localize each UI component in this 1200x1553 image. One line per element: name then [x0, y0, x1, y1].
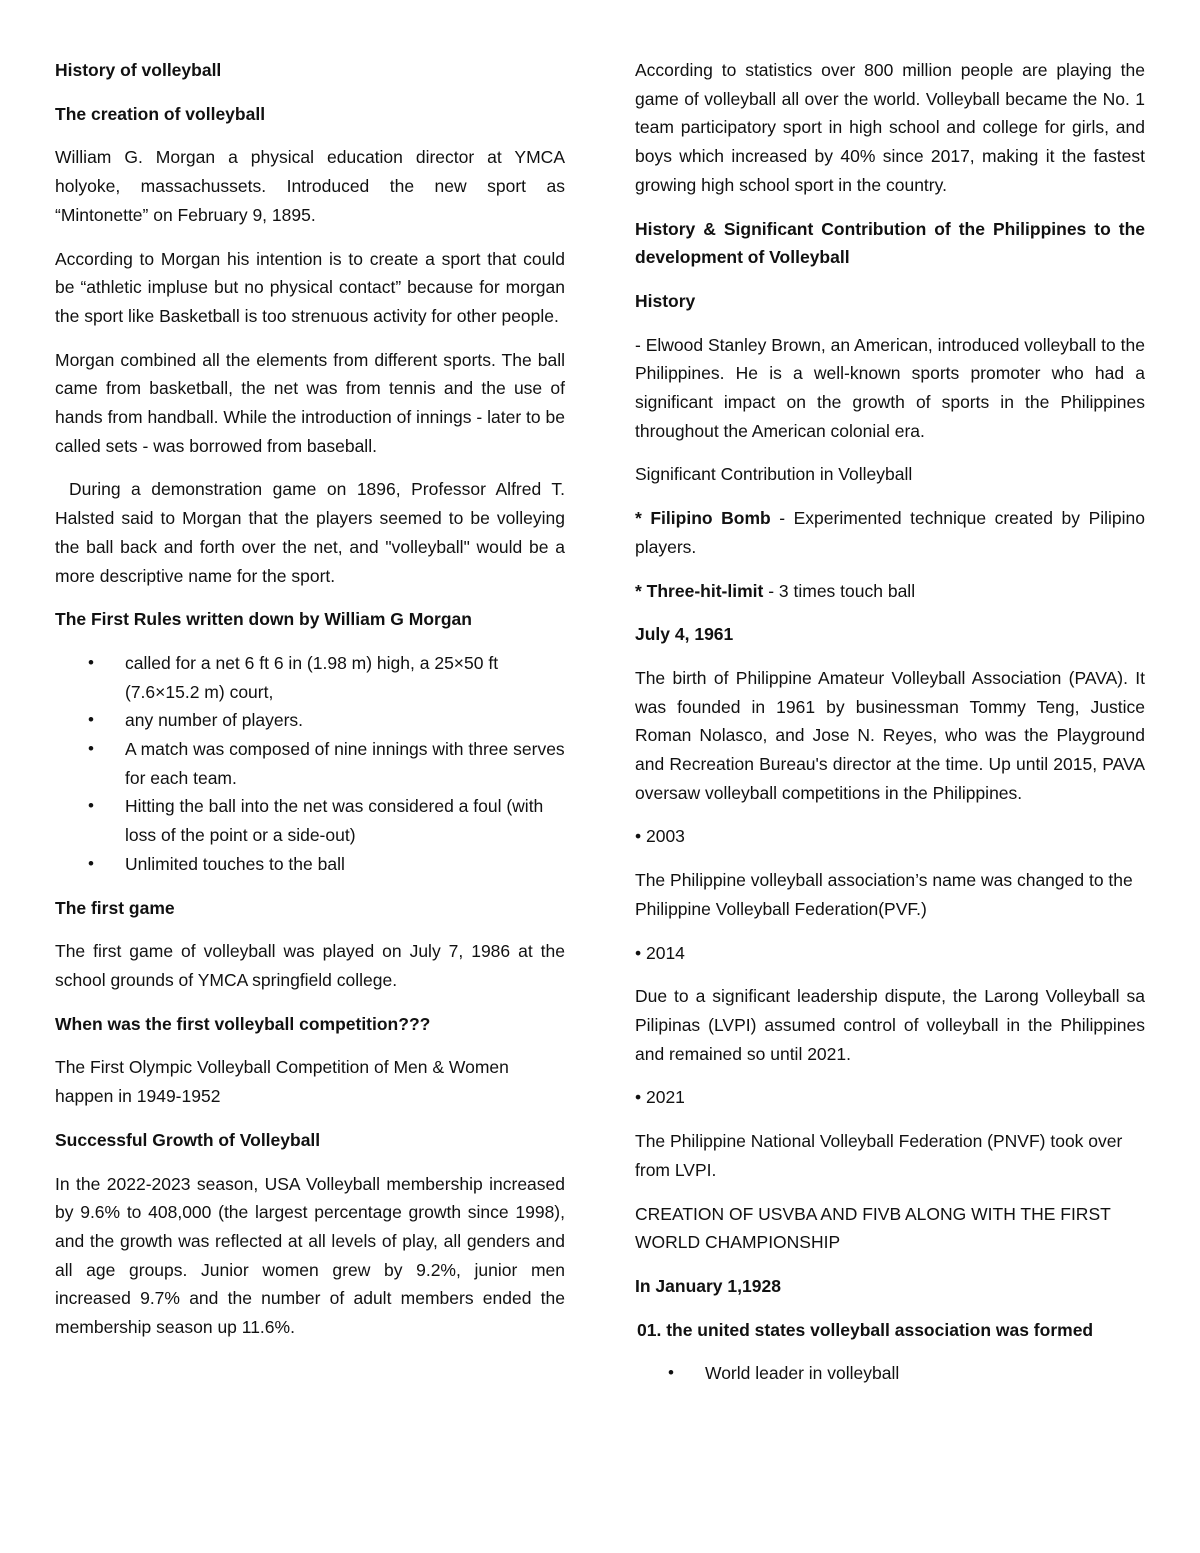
section-heading-first-rules: The First Rules written down by William G Morgan — [55, 609, 472, 630]
date-heading-1961: July 4, 1961 — [635, 624, 734, 645]
rules-list — [55, 649, 565, 879]
paragraph-first-game: The first game of volleyball was played on July 7, 1986 at the school grounds of YMCA springfield college. — [55, 941, 565, 990]
rules-list-item: • Unlimited touches to the ball — [55, 850, 565, 879]
paragraph-morgan-intro: William G. Morgan a physical education director at YMCA holyoke, massachussets. Introduced the new sport as “Mintonette” on February 9, 1895. — [55, 147, 565, 225]
rules-list-item: • Hitting the ball into the net was considered a foul (with loss of the point or a side-out) — [55, 792, 565, 849]
section-heading-first-competition: When was the first volleyball competition??? — [55, 1013, 431, 1034]
rules-list-item: • A match was composed of nine innings with three serves for each team. — [55, 735, 565, 792]
usva-formed-heading: 01. the united states volleyball association was formed — [637, 1319, 1094, 1340]
contribution-three-hit-limit — [635, 577, 1145, 606]
usva-list-item: • World leader in volleyball — [635, 1359, 1145, 1388]
section-heading-contribution: Significant Contribution in Volleyball — [635, 464, 913, 485]
year-marker-2014: • 2014 — [635, 942, 685, 963]
contribution-term: * Filipino Bomb — [635, 508, 771, 529]
paragraph-morgan-intention: According to Morgan his intention is to create a sport that could be “athletic impluse but no physical contact” because for morgan the sport like Basketball is too strenuous activity for other people. — [55, 248, 565, 326]
paragraph-combined-elements: Morgan combined all the elements from different sports. The ball came from basketball, the net was from tennis and the use of hands from handball. While the introduction of innings - later to be called sets - was borrowed from baseball. — [55, 349, 565, 456]
year-marker-2003: • 2003 — [635, 826, 685, 847]
right-column — [635, 56, 1145, 1403]
contribution-description: - 3 times touch ball — [763, 580, 916, 601]
left-column — [55, 56, 565, 1354]
contribution-term: * Three-hit-limit — [635, 580, 764, 601]
paragraph-pava: The birth of Philippine Amateur Volleyball Association (PAVA). It was founded in 1961 by businessman Tommy Teng, Justice Roman Nolasco, and Jose N. Reyes, who was the Playground and Recreation Bureau's director at the time. Up until 2015, PAVA oversaw volleyball competitions in the Philippines. — [635, 667, 1145, 803]
paragraph-elwood-brown: - Elwood Stanley Brown, an American, introduced volleyball to the Philippines. He is a well-known sports promoter who had a significant impact on the growth of sports in the Philippines throughout the American colonial era. — [635, 334, 1145, 441]
section-heading-creation: The creation of volleyball — [55, 103, 266, 124]
section-heading-growth: Successful Growth of Volleyball — [55, 1129, 321, 1150]
contribution-description: - Experimented technique created by Pilipino players. — [635, 508, 1145, 557]
section-heading-history: History — [635, 290, 696, 311]
paragraph-statistics: According to statistics over 800 million people are playing the game of volleyball all over the world. Volleyball became the No. 1 team participatory sport in high school and college for girls, and boys which increased by 40% since 2017, making it the fastest growing high school sport in the country. — [635, 60, 1145, 195]
rules-list-item: • any number of players. — [55, 706, 565, 735]
paragraph-2003: The Philippine volleyball association’s name was changed to the Philippine Volleyball Federation(PVF.) — [635, 870, 1133, 919]
usva-bullet-list — [635, 1359, 1145, 1388]
paragraph-demonstration-game: During a demonstration game on 1896, Professor Alfred T. Halsted said to Morgan that the players seemed to be volleying the ball back and forth over the net, and "volleyball" would be a more descriptive name for the sport. — [55, 479, 565, 586]
paragraph-growth: In the 2022-2023 season, USA Volleyball membership increased by 9.6% to 408,000 (the largest percentage growth since 1998), and the growth was reflected at all levels of play, all genders and all age groups. Junior women grew by 9.2%, junior men increased 9.7% and the number of adult members ended the membership season up 11.6%. — [55, 1173, 565, 1338]
contribution-filipino-bomb — [635, 504, 1145, 561]
section-heading-first-game: The first game — [55, 897, 175, 918]
year-marker-2021: • 2021 — [635, 1087, 685, 1108]
paragraph-first-competition: The First Olympic Volleyball Competition of Men & Women happen in 1949-1952 — [55, 1057, 509, 1107]
paragraph-2014: Due to a significant leadership dispute, the Larong Volleyball sa Pilipinas (LVPI) assumed control of volleyball in the Philippines and remained so until 2021. — [635, 986, 1145, 1064]
date-heading-1928: In January 1,1928 — [635, 1275, 781, 1296]
document-title: History of volleyball — [55, 60, 222, 80]
section-heading-usvba-fivb: CREATION OF USVBA AND FIVB ALONG WITH THE FIRST WORLD CHAMPIONSHIP — [635, 1203, 1111, 1253]
paragraph-2021: The Philippine National Volleyball Federation (PNVF) took over from LVPI. — [635, 1131, 1123, 1180]
section-heading-philippines: History & Significant Contribution of the Philippines to the development of Volleyball — [635, 218, 1145, 268]
rules-list-item: • called for a net 6 ft 6 in (1.98 m) high, a 25×50 ft (7.6×15.2 m) court, — [55, 649, 565, 706]
